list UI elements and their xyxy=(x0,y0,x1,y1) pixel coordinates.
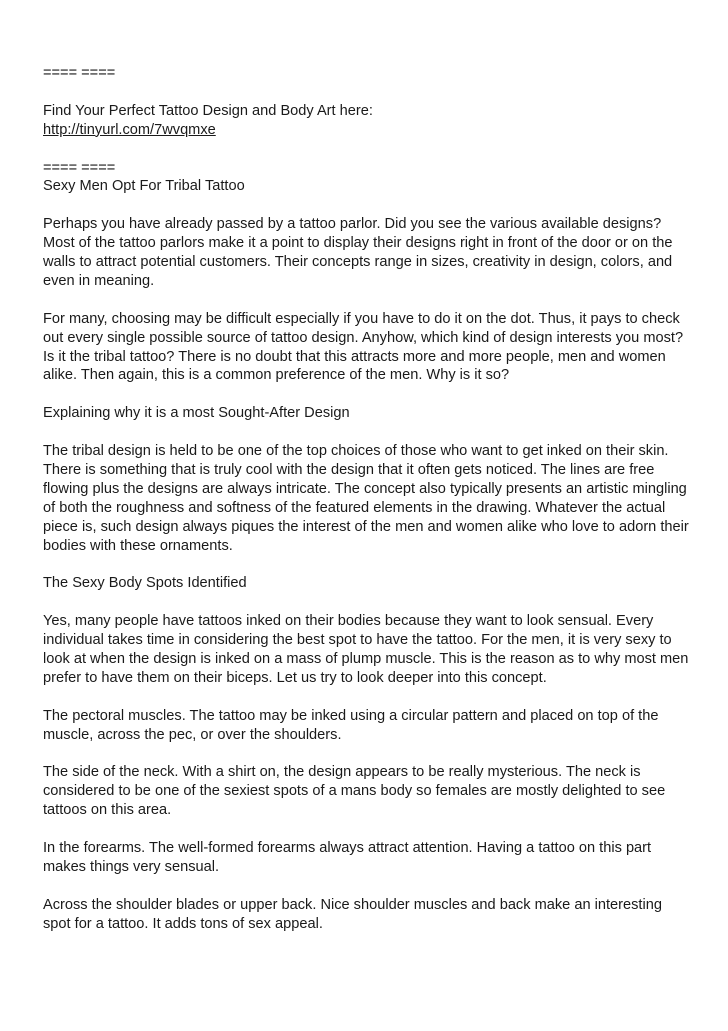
paragraph-tribal-design: The tribal design is held to be one of the top choices of those who want to get inked on their skin. There is something that is truly cool with the design that it often gets noticed. The lines are free flowing plus the designs are always intricate. The concept also typically presents an artistic mingling of both the roughness and softness of the featured elements in the drawing. Whatever the actual piece is, such design always piques the interest of the men and women alike who love to adorn their bodies with these ornaments. xyxy=(43,443,689,554)
section-heading-sought-after: Explaining why it is a most Sought-After Design xyxy=(43,405,350,422)
paragraph-forearms: In the forearms. The well-formed forearms always attract attention. Having a tattoo on this part makes things very sensual. xyxy=(43,839,652,875)
paragraph-shoulder-blades: Across the shoulder blades or upper back. Nice shoulder muscles and back make an interesting spot for a tattoo. It adds tons of sex appeal. xyxy=(43,896,662,932)
paragraph-pectoral: The pectoral muscles. The tattoo may be inked using a circular pattern and placed on top of the muscle, across the pec, or over the shoulders. xyxy=(43,707,659,743)
section-heading-body-spots: The Sexy Body Spots Identified xyxy=(43,575,247,592)
article-title: Sexy Men Opt For Tribal Tattoo xyxy=(43,178,245,195)
promo-link[interactable]: http://tinyurl.com/7wvqmxe xyxy=(43,121,216,138)
paragraph-choosing: For many, choosing may be difficult especially if you have to do it on the dot. Thus, it pays to check out every single possible source of tattoo design. Anyhow, which kind of design interests you most? Is it the tribal tattoo? There is no doubt that this attracts more and more people, men and women alike. Then again, this is a common preference of the men. Why is it so? xyxy=(43,310,684,384)
separator-top: ==== ==== xyxy=(43,65,116,81)
document-page xyxy=(43,64,691,952)
separator-title: ==== ==== xyxy=(43,159,116,176)
paragraph-neck: The side of the neck. With a shirt on, the design appears to be really mysterious. The neck is considered to be one of the sexiest spots of a mans body so females are mostly delighted to see tattoos on this area. xyxy=(43,764,666,819)
promo-text: Find Your Perfect Tattoo Design and Body Art here: xyxy=(43,102,373,119)
paragraph-intro: Perhaps you have already passed by a tattoo parlor. Did you see the various available designs? Most of the tattoo parlors make it a point to display their designs right in front of the door or on the walls to attract potential customers. Their concepts range in sizes, creativity in design, colors, and even in meaning. xyxy=(43,216,673,289)
paragraph-sensual: Yes, many people have tattoos inked on their bodies because they want to look sensual. Every individual takes time in considering the best spot to have the tattoo. For the men, it is very sexy to look at when the design is inked on a mass of plump muscle. This is the reason as to why most men prefer to have them on their biceps. Let us try to look deeper into this concept. xyxy=(43,613,689,686)
